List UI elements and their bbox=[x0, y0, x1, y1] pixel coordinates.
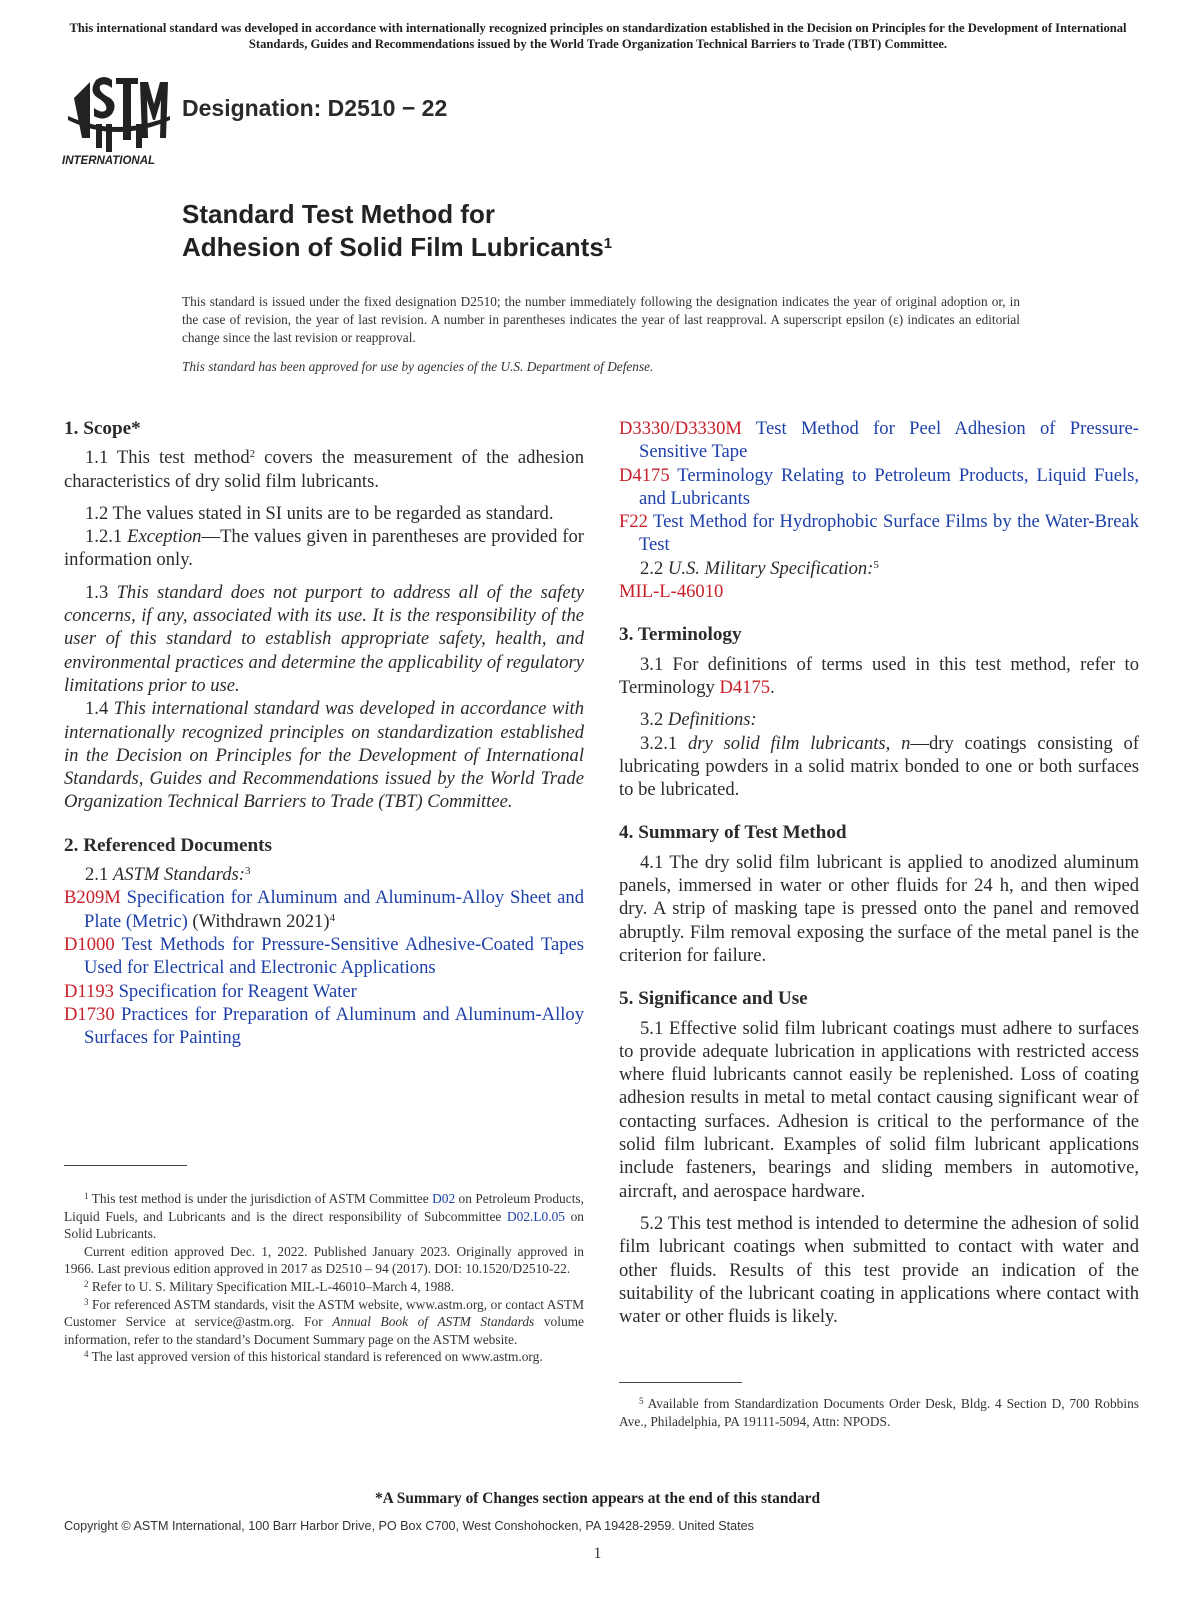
section-heading-scope: 1. Scope* bbox=[64, 418, 141, 439]
title-line-2: Adhesion of Solid Film Lubricants bbox=[182, 232, 604, 262]
d4175-link[interactable]: D4175 bbox=[719, 676, 771, 698]
designation: Designation: D2510 − 22 bbox=[182, 95, 448, 121]
standard-note: This standard is issued under the fixed designation D2510; the number immediately following the designation indicates the year of original adoption or, in the case of revision, the year of last revision. A number in parentheses indicates the year of last reapproval. A superscript epsilon (ε) indicates an editorial change since the last revision or reapproval. bbox=[182, 294, 1020, 345]
section-heading-summary: 4. Summary of Test Method bbox=[619, 822, 847, 844]
scope-1-3: 1.3 This standard does not purport to address all of the safety concerns, if any, associated with its use. It is the responsibility of the user of this standard to establish appropriate safety, health, and environmental practices and determine the applicability of regulatory limitations prior to use. bbox=[64, 581, 584, 696]
footnote-rule bbox=[619, 1382, 742, 1383]
d02-l0-05-link[interactable]: D02.L0.05 bbox=[506, 1208, 565, 1224]
footnote-1: $^1$ This test method is under the jurisdiction of ASTM Committee D02 on Petroleum Products, Liquid Fuels, and Lubricants and is the direct responsibility of Subcommittee D02.L0.05 on Solid Lubricants. bbox=[64, 1191, 584, 1242]
scope-1-2-1: 1.2.1 Exception—The values given in parentheses are provided for information only. bbox=[64, 526, 584, 571]
footnotes bbox=[64, 1190, 584, 1366]
dod-note: This standard has been approved for use by agencies of the U.S. Department of Defense. bbox=[182, 359, 654, 374]
right-column bbox=[619, 417, 1139, 1328]
footnote-1-edition: Current edition approved Dec. 1, 2022. Published January 2023. Originally approved in 1966. Last previous edition approved in 2017 as D2510 – 94 (2017). DOI: 10.1520/D2510-22. bbox=[64, 1243, 584, 1277]
top-notice: This international standard was developed in accordance with internationally recognized principles on standardization established in the Decision on Principles for the Development of International Standards, Guides and Recommendations issued by the World Trade Organization Technical Barriers to Trade (TBT) Committee. bbox=[69, 21, 1127, 51]
term-3-2: 3.2 Definitions: bbox=[640, 709, 757, 731]
page-number: 1 bbox=[593, 1545, 602, 1562]
ref-item[interactable]: D4175 Terminology Relating to Petroleum Products, Liquid Fuels, and Lubricants bbox=[619, 464, 1140, 509]
scope-1-4: 1.4 This international standard was developed in accordance with internationally recognized principles on standardization established in the Decision on Principles for the Development of International Standards, Guides and Recommendations issued by the World Trade Organization Technical Barriers to Trade (TBT) Committee. bbox=[64, 698, 585, 813]
ref-item[interactable]: D3330/D3330M Test Method for Peel Adhesion of Pressure-Sensitive Tape bbox=[619, 418, 1139, 463]
astm-logo bbox=[60, 68, 172, 168]
footnote-3: $^3$ For referenced ASTM standards, visit the ASTM website, www.astm.org, or contact ASTM Customer Service at service@astm.org. For Annual Book of ASTM Standards volume information, refer to the standard’s Document Summary page on the ASTM website. bbox=[64, 1296, 584, 1347]
document-title bbox=[182, 198, 612, 264]
ref-item[interactable]: F22 Test Method for Hydrophobic Surface Films by the Water-Break Test bbox=[619, 511, 1140, 556]
summary-of-changes-note: *A Summary of Changes section appears at the end of this standard bbox=[374, 1490, 821, 1507]
footnote-rule bbox=[64, 1165, 187, 1166]
ref-item[interactable]: B209M Specification for Aluminum and Aluminum-Alloy Sheet and Plate (Metric) (Withdrawn 2021)$^4$ bbox=[64, 887, 584, 932]
significance-5-1: 5.1 Effective solid film lubricant coatings must adhere to surfaces to provide adequate lubrication in applications with restricted access where fluid lubricants cannot easily be replenished. Loss of coating adhesion results in metal to metal contact causing significant wear of contacting surfaces. Adhesion is critical to the performance of the solid film lubricant. Examples of solid film lubricant applications include fasteners, bearings and sliding members in automotive, aircraft, and aerospace hardware. bbox=[619, 1017, 1139, 1202]
section-heading-references: 2. Referenced Documents bbox=[64, 834, 272, 856]
scope-1-1: 1.1 This test method$^2$ covers the measurement of the adhesion characteristics of dry solid film lubricants. bbox=[64, 447, 584, 492]
term-3-2-1: 3.2.1 dry solid film lubricants, n—dry coatings consisting of lubricating powders in a solid matrix bonded to one or both surfaces to be lubricated. bbox=[619, 732, 1140, 801]
mil-spec-link[interactable]: MIL-L-46010 bbox=[619, 581, 724, 603]
footnote-5: $^5$ Available from Standardization Documents Order Desk, Bldg. 4 Section D, 700 Robbins Ave., Philadelphia, PA 19111-5094, Attn: NPODS. bbox=[619, 1396, 1139, 1429]
svg-text:INTERNATIONAL: INTERNATIONAL bbox=[62, 155, 156, 167]
title-line-1: Standard Test Method for bbox=[182, 199, 495, 229]
refs-2-2: 2.2 U.S. Military Specification:$^5$ bbox=[640, 557, 879, 579]
ref-item[interactable]: D1193 Specification for Reagent Water bbox=[64, 980, 357, 1002]
title-footnote-ref: 1 bbox=[603, 235, 613, 252]
ref-item[interactable]: D1000 Test Methods for Pressure-Sensitive Adhesive-Coated Tapes Used for Electrical and Electronic Applications bbox=[64, 933, 585, 979]
scope-1-2: 1.2 The values stated in SI units are to be regarded as standard. bbox=[85, 502, 554, 524]
section-heading-significance: 5. Significance and Use bbox=[619, 988, 808, 1010]
refs-2-1: 2.1 ASTM Standards:$^3$ bbox=[85, 864, 251, 886]
footnote-4: $^4$ The last approved version of this historical standard is referenced on www.astm.org. bbox=[84, 1349, 543, 1365]
significance-5-2: 5.2 This test method is intended to determine the adhesion of solid film lubricant coatings when submitted to contact with water and other fluids. Results of this test provide an indication of the suitability of the lubricant coating in applications where contact with water or other fluids is likely. bbox=[619, 1212, 1139, 1328]
d02-link[interactable]: D02 bbox=[432, 1191, 456, 1206]
summary-4-1: 4.1 The dry solid film lubricant is applied to anodized aluminum panels, immersed in water or other fluids for 24 h, and then wiped dry. A strip of masking tape is pressed onto the panel and removed abruptly. Film removal exposing the surface of the metal panel is the criterion for failure. bbox=[619, 851, 1139, 966]
term-3-1: 3.1 For definitions of terms used in this test method, refer to Terminology D4175. bbox=[619, 653, 1139, 698]
copyright: Copyright © ASTM International, 100 Barr Harbor Drive, PO Box C700, West Conshohocken, PA 19428-2959. United States bbox=[64, 1519, 754, 1533]
left-column bbox=[64, 417, 584, 1049]
footnote-2: $^2$ Refer to U. S. Military Specification MIL-L-46010–March 4, 1988. bbox=[84, 1278, 455, 1294]
section-heading-terminology: 3. Terminology bbox=[619, 624, 742, 646]
ref-item[interactable]: D1730 Practices for Preparation of Aluminum and Aluminum-Alloy Surfaces for Painting bbox=[64, 1003, 584, 1049]
